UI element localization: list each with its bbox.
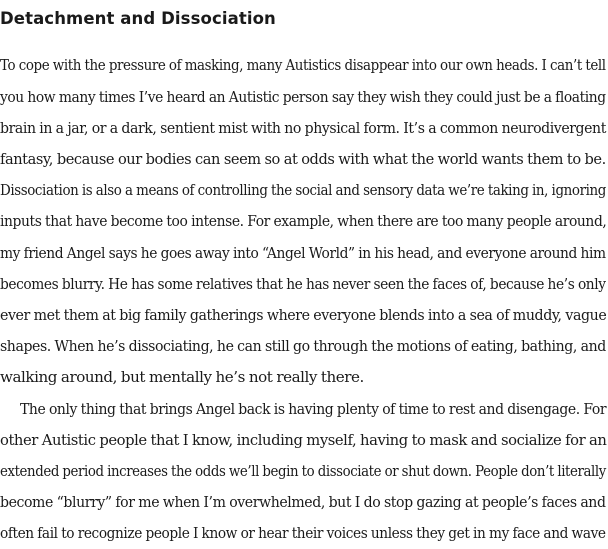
text-line: fantasy, because our bodies can seem so at odds with what the world wants them to be. xyxy=(0,150,606,168)
text-line: other Autistic people that I know, including myself, having to mask and socialize for an xyxy=(0,431,607,449)
section-heading: Detachment and Dissociation xyxy=(0,9,276,28)
text-line: brain in a jar, or a dark, sentient mist with no physical form. It’s a common neurodivergent xyxy=(0,119,606,137)
text-line: you how many times I’ve heard an Autistic person say they wish they could just be a floating xyxy=(0,88,606,106)
text-line: walking around, but mentally he’s not really there. xyxy=(0,368,364,386)
text-line: becomes blurry. He has some relatives that he has never seen the faces of, because he’s only xyxy=(0,275,606,293)
text-line: To cope with the pressure of masking, many Autistics disappear into our own heads. I can’t tell xyxy=(0,56,606,74)
text-line: often fail to recognize people I know or hear their voices unless they get in my face and wave xyxy=(0,524,606,542)
text-line: Dissociation is also a means of controlling the social and sensory data we’re taking in, ignoring xyxy=(0,181,606,199)
text-line: my friend Angel says he goes away into “Angel World” in his head, and everyone around him xyxy=(0,244,606,262)
text-line: inputs that have become too intense. For example, when there are too many people around, xyxy=(0,212,607,230)
text-line: extended period increases the odds we’ll begin to dissociate or shut down. People don’t literally xyxy=(0,462,606,480)
text-line: become “blurry” for me when I’m overwhelmed, but I do stop gazing at people’s faces and xyxy=(0,493,606,511)
text-line-indented: The only thing that brings Angel back is having plenty of time to rest and disengage. For xyxy=(20,400,607,418)
text-line: ever met them at big family gatherings where everyone blends into a sea of muddy, vague xyxy=(0,306,607,324)
text-line: shapes. When he’s dissociating, he can still go through the motions of eating, bathing, and xyxy=(0,337,606,355)
